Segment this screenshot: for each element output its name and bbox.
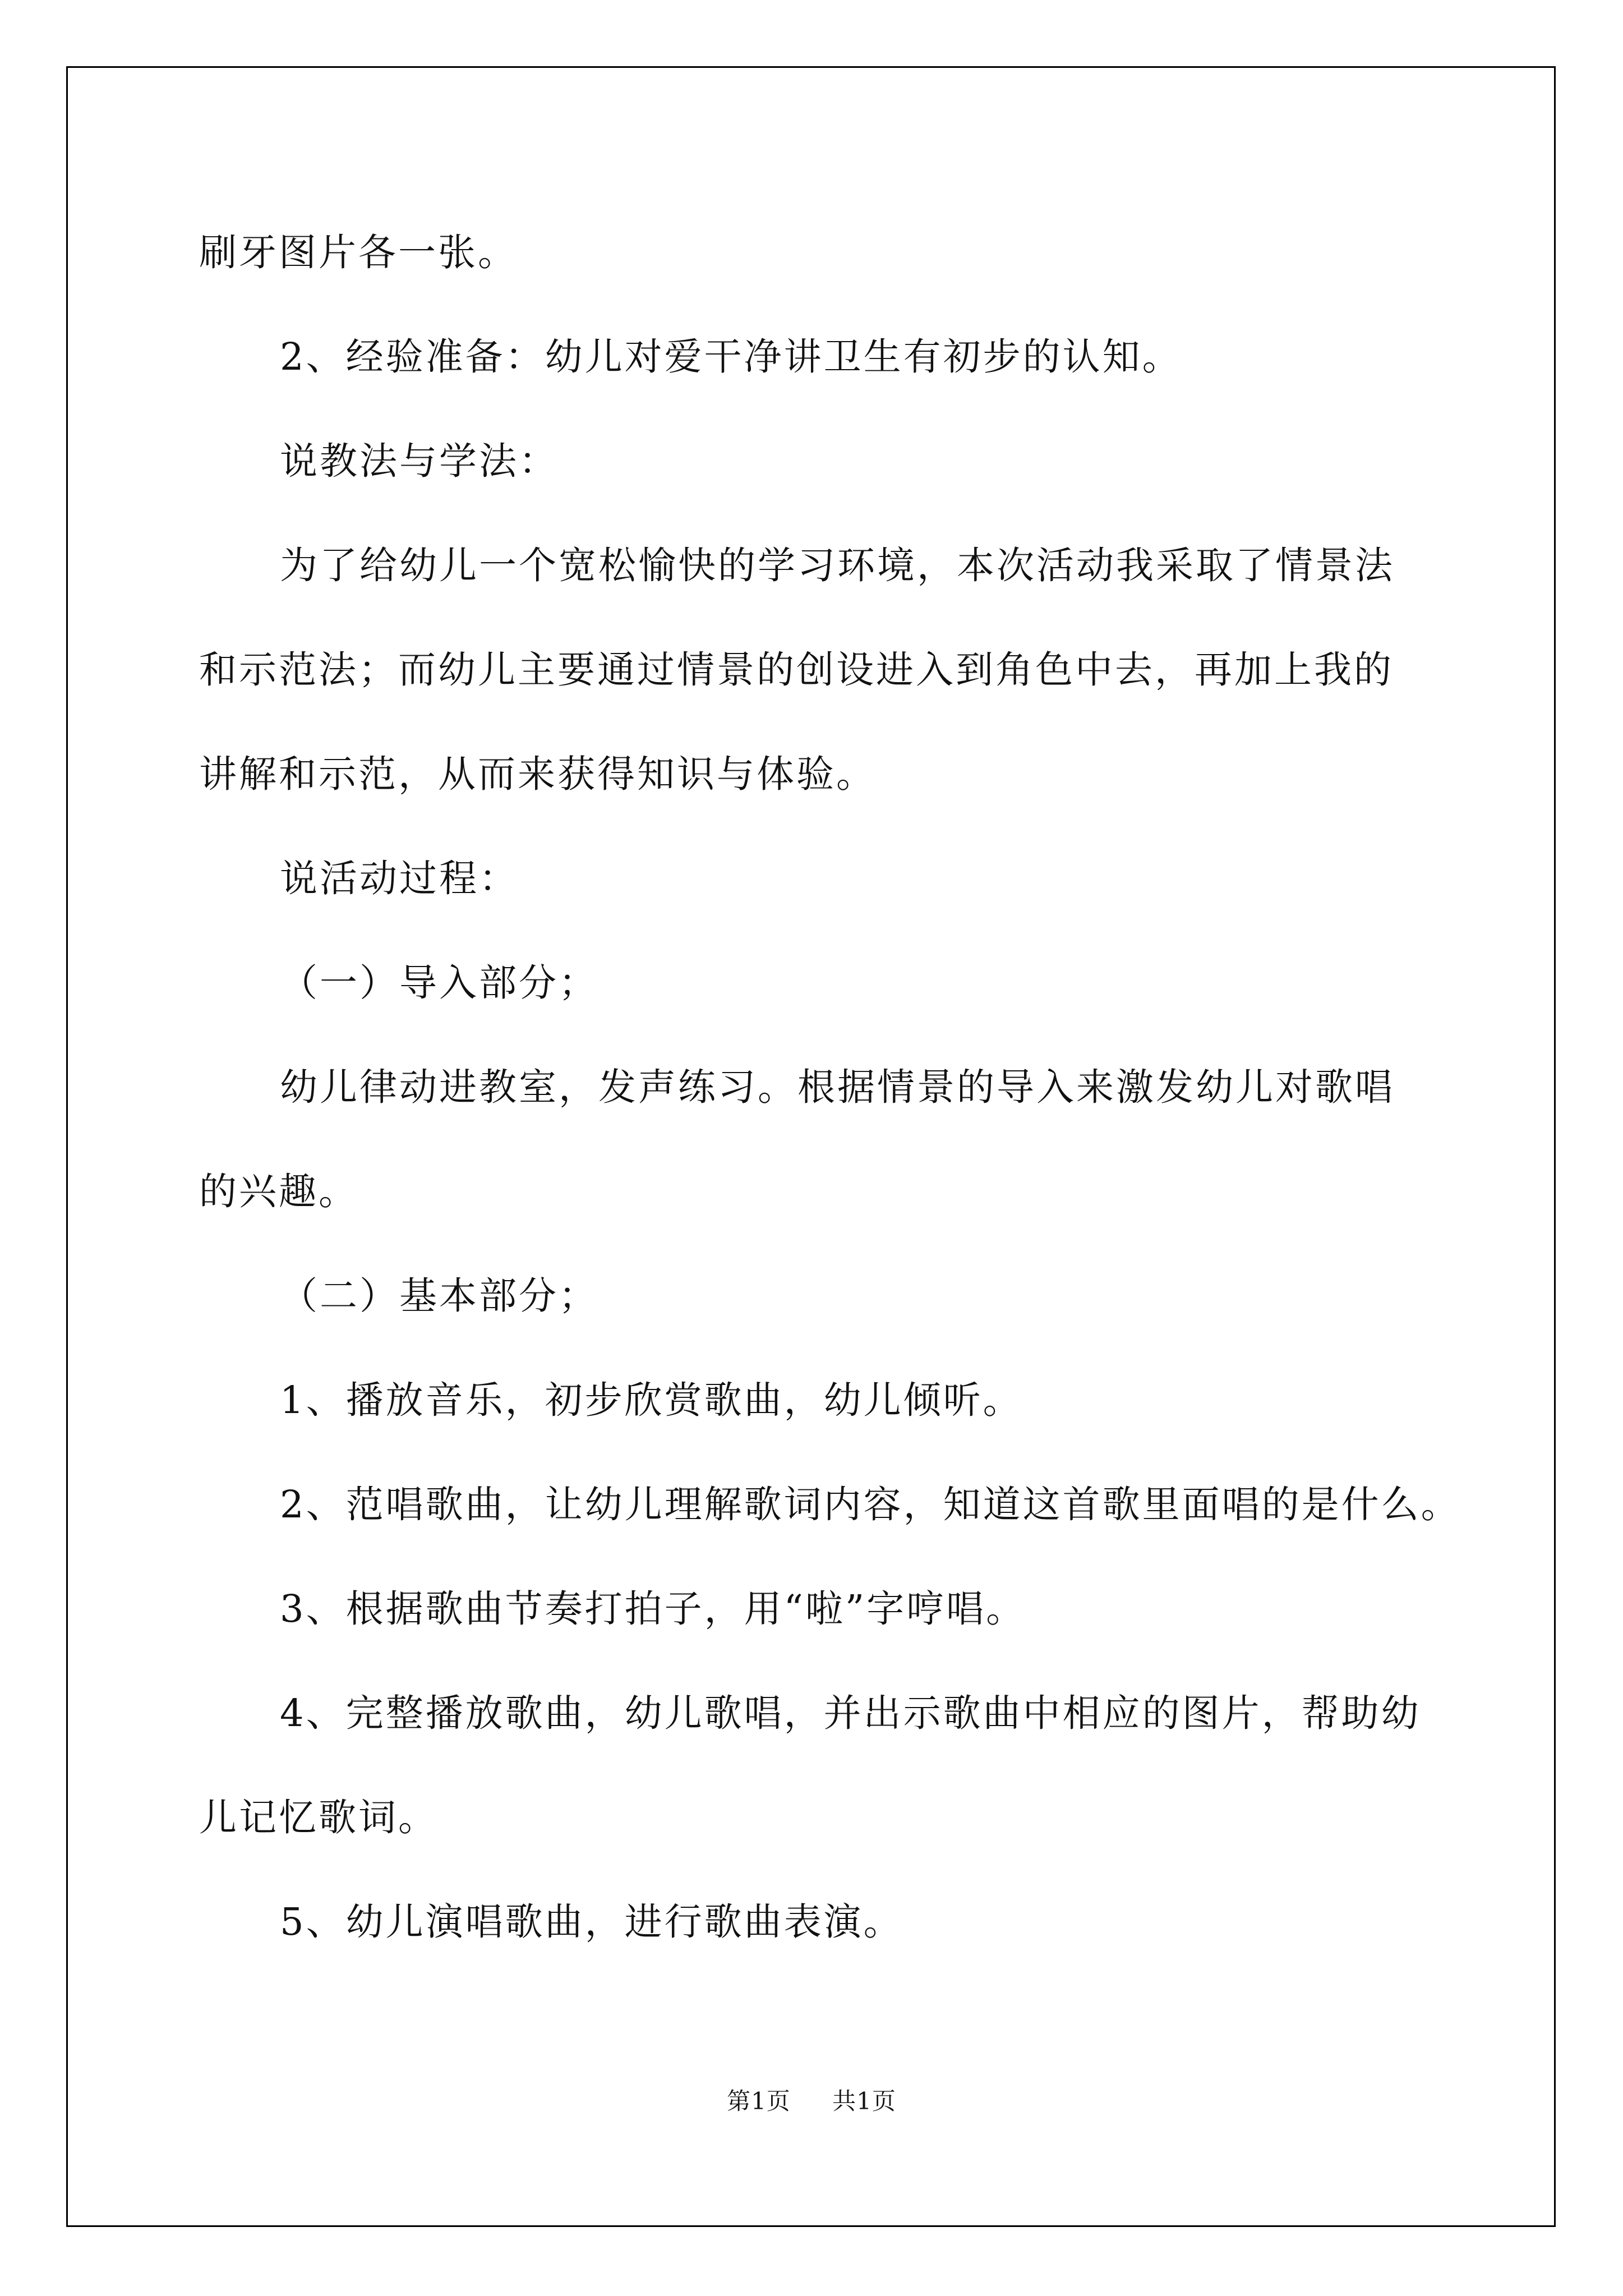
paragraph: 说活动过程：: [280, 857, 519, 900]
paragraph: 说教法与学法：: [280, 439, 559, 483]
paragraph: 儿记忆歌词。: [199, 1796, 438, 1839]
paragraph: 1、播放音乐，初步欣赏歌曲，幼儿倾听。: [280, 1378, 1023, 1422]
paragraph: 讲解和示范，从而来获得知识与体验。: [199, 752, 876, 796]
paragraph: 2、范唱歌曲，让幼儿理解歌词内容，知道这首歌里面唱的是什么。: [280, 1483, 1461, 1526]
paragraph: （一）导入部分；: [280, 961, 598, 1005]
paragraph: 幼儿律动进教室，发声练习。根据情景的导入来激发幼儿对歌唱: [280, 1065, 1395, 1109]
paragraph: 4、完整播放歌曲，幼儿歌唱，并出示歌曲中相应的图片，帮助幼: [280, 1691, 1421, 1735]
paragraph: 2、经验准备：幼儿对爱干净讲卫生有初步的认知。: [280, 335, 1182, 379]
page-footer: [0, 2083, 1623, 2116]
page-number: 第1页: [727, 2087, 791, 2115]
paragraph: 5、幼儿演唱歌曲，进行歌曲表演。: [280, 1900, 903, 1944]
paragraph: 刷牙图片各一张。: [199, 231, 518, 274]
page-total: 共1页: [832, 2087, 896, 2115]
paragraph: 为了给幼儿一个宽松愉快的学习环境，本次活动我采取了情景法: [280, 544, 1395, 587]
paragraph: 3、根据歌曲节奏打拍子，用“啦”字哼唱。: [280, 1587, 1026, 1631]
paragraph: （二）基本部分；: [280, 1274, 598, 1318]
document-body: [199, 200, 1461, 1974]
paragraph: 的兴趣。: [199, 1170, 358, 1213]
paragraph: 和示范法；而幼儿主要通过情景的创设进入到角色中去，再加上我的: [199, 648, 1394, 692]
